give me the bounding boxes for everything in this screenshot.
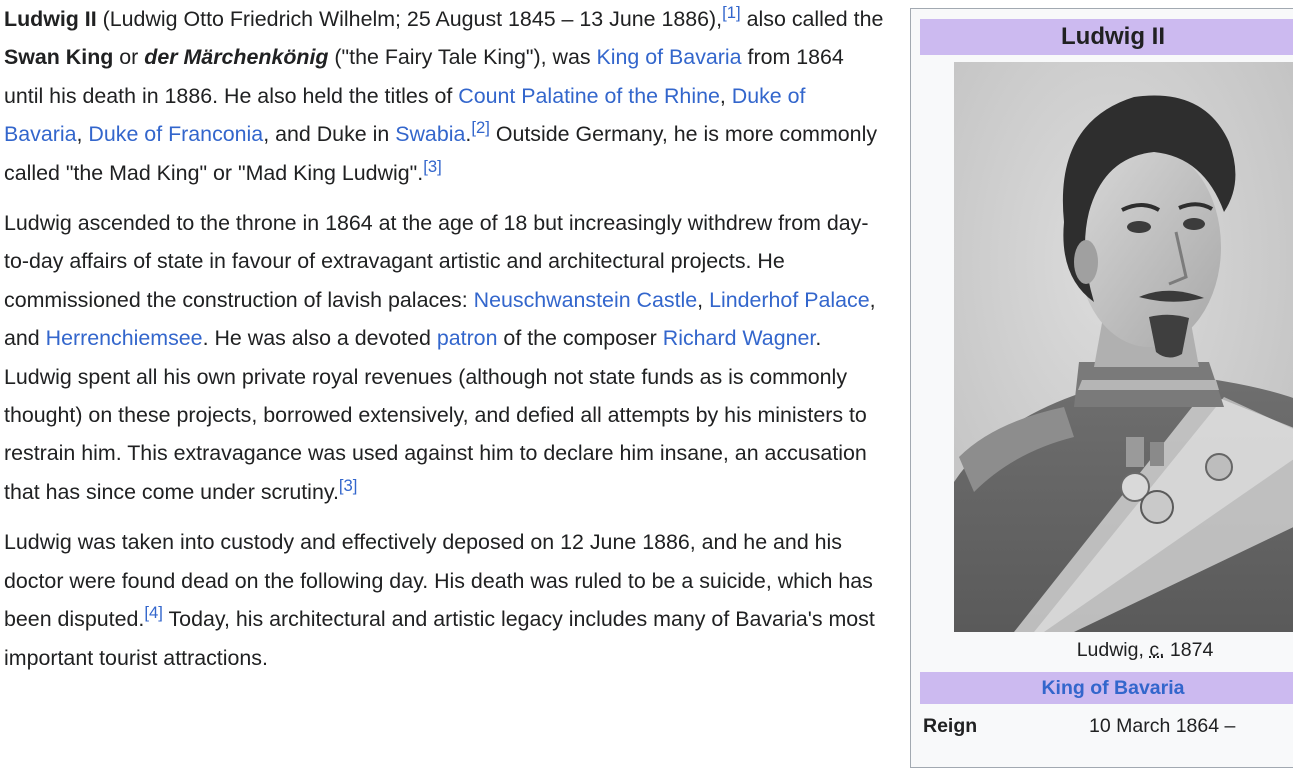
- citation-3[interactable]: [3]: [423, 156, 442, 176]
- infobox-title: Ludwig II: [920, 19, 1293, 55]
- link-count-palatine[interactable]: Count Palatine of the Rhine: [458, 83, 720, 108]
- link-swabia[interactable]: Swabia: [395, 122, 466, 147]
- link-linderhof[interactable]: Linderhof Palace: [709, 287, 870, 312]
- infobox: [910, 8, 1293, 768]
- citation-4[interactable]: [4]: [144, 602, 163, 622]
- reign-label: Reign: [923, 715, 978, 737]
- link-king-of-bavaria-infobox[interactable]: King of Bavaria: [1041, 677, 1185, 699]
- article-body: [4, 0, 886, 677]
- link-duke-of-bavaria[interactable]: Duke of Bavaria: [4, 83, 806, 147]
- lead-paragraph-2: Ludwig ascended to the throne in 1864 at the age of 18 but increasingly withdrew from day-to-day affairs of state in favour of extravagant artistic and architectural projects. He commissioned the construction of lavish palaces: Neuschwanstein Castle, Linderhof Palace, and Herrenchiemsee. He was also a devoted patron of the composer Richard Wagner. Ludwig spent all his own private royal revenues (although not state funds as is commonly thought) on these projects, borrowed extensively, and defied all attempts by his ministers to restrain him. This extravagance was used against him to declare him insane, an accusation that has since come under scrutiny.[3]: [4, 211, 876, 504]
- swan-king-term: Swan King: [4, 45, 114, 70]
- portrait-image[interactable]: [954, 62, 1293, 632]
- circa-abbr[interactable]: c.: [1149, 639, 1165, 661]
- maerchenkoenig-term: der Märchenkönig: [144, 45, 329, 70]
- portrait-caption: Ludwig, c. 1874: [1076, 639, 1214, 661]
- subject-name: Ludwig II: [4, 7, 97, 31]
- citation-2[interactable]: [2]: [471, 118, 490, 138]
- link-patron[interactable]: patron: [436, 326, 498, 351]
- link-richard-wagner[interactable]: Richard Wagner: [662, 326, 816, 351]
- link-neuschwanstein[interactable]: Neuschwanstein Castle: [473, 287, 698, 312]
- lead-paragraph-1: Ludwig II (Ludwig Otto Friedrich Wilhelm; 25 August 1845 – 13 June 1886),[1] also called the Swan King or der Märchenkönig ("the Fairy Tale King"), was King of Bavaria from 1864 until his death in 1886. He also held the titles of Count Palatine of the Rhine, Duke of Bavaria, Duke of Franconia, and Duke in Swabia.[2] Outside Germany, he is more commonly called "the Mad King" or "Mad King Ludwig".[3]: [4, 2, 884, 185]
- link-duke-of-franconia[interactable]: Duke of Franconia: [88, 122, 264, 147]
- portrait-photo-icon: [954, 62, 1293, 632]
- link-king-of-bavaria[interactable]: King of Bavaria: [596, 45, 742, 70]
- citation-1[interactable]: [1]: [722, 2, 741, 22]
- reign-value: 10 March 1864 –: [1089, 715, 1236, 737]
- lead-paragraph-3: Ludwig was taken into custody and effectively deposed on 12 June 1886, and he and his doctor were found dead on the following day. His death was ruled to be a suicide, which has been disputed.[4] Today, his architectural and artistic legacy includes many of Bavaria's most important tourist attractions.: [4, 530, 875, 670]
- link-herrenchiemsee[interactable]: Herrenchiemsee: [45, 326, 203, 351]
- infobox-subheader: [920, 672, 1293, 704]
- citation-3b[interactable]: [3]: [338, 475, 358, 495]
